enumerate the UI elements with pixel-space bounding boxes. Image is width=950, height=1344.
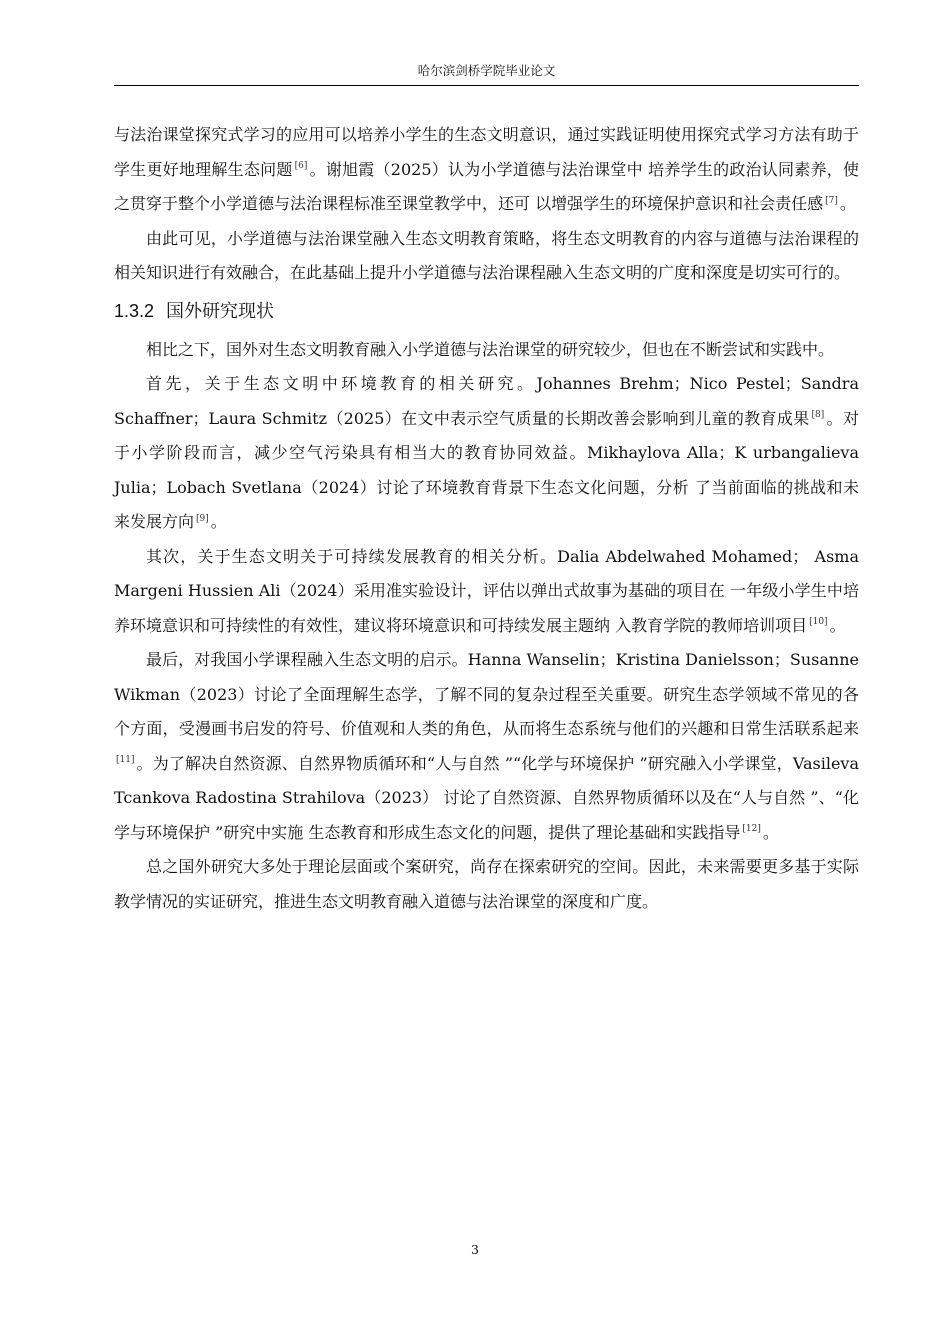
paragraph-continued: 与法治课堂探究式学习的应用可以培养小学生的生态文明意识，通过实践证明使用探究式学习方法有助于学生更好地理解生态问题 [6] 。谢旭霞（2025）认为小学道德与法治课堂中 培养学生的政治认同素养，使之贯穿于整个小学道德与法治课程标准至课堂教学中，还可 以增强学生的环境保护意识和社会责任感 [7] 。: [114, 125, 859, 213]
paragraph-first: 首先，关于生态文明中环境教育的相关研究。Johannes Brehm；Nico Pestel；Sandra Schaffner；Laura Schmitz（2025）在文中表示空气质量的长期改善会影响到儿童的教育成果 [8] 。对于小学阶段而言，减少空气污染具有相当大的教育协同效益。Mikhaylova Alla；K urbangalieva Julia；Lobach Svetlana（2024）讨论了环境教育背景下生态文化问题，分析 了当前面临的挑战和未来发展方向 [9] 。: [114, 374, 859, 531]
section-number: 1.3.2: [114, 300, 155, 321]
section-title: 国外研究现状: [166, 300, 275, 322]
body-text: [114, 118, 859, 919]
citation-11: [11]: [116, 755, 135, 766]
page-header: [114, 62, 859, 86]
header-title: 哈尔滨剑桥学院毕业论文: [417, 63, 556, 78]
page-footer: [0, 1242, 950, 1257]
citation-6: [6]: [294, 161, 308, 172]
citation-12: [12]: [742, 824, 761, 835]
page-number: 3: [471, 1242, 479, 1257]
citation-7: [7]: [825, 195, 838, 206]
section-heading: [114, 293, 859, 330]
citation-10: [10]: [809, 617, 828, 628]
paragraph-intro: 相比之下，国外对生态文明教育融入小学道德与法治课堂的研究较少，但也在不断尝试和实践中。: [146, 339, 835, 359]
paragraph-summary: 由此可见，小学道德与法治课堂融入生态文明教育策略，将生态文明教育的内容与道德与法治课程的相关知识进行有效融合，在此基础上提升小学道德与法治课程融入生态文明的广度和深度是切实可行的。: [114, 228, 859, 282]
paragraph-conclusion: 总之国外研究大多处于理论层面或个案研究，尚存在探索研究的空间。因此，未来需要更多基于实际教学情况的实证研究，推进生态文明教育融入道德与法治课堂的深度和广度。: [114, 857, 859, 911]
citation-8: [8]: [811, 410, 825, 421]
paragraph-last: 最后，对我国小学课程融入生态文明的启示。Hanna Wanselin；Kristina Danielsson；Susanne Wikman（2023）讨论了全面理解生态学，了解不同的复杂过程至关重要。研究生态学领域不常见的各个方面，受漫画书启发的符号、价值观和人类的角色，从而将生态系统与他们的兴趣和日常生活联系起来[11] 。为了解决自然资源、自然界物质循环和“人与自然 ”“化学与环境保护 ”研究融入小学课堂，Vasileva Tcankova Radostina Strahilova（2023） 讨论了自然资源、自然界物质循环以及在“人与自然 ”、“化学与环境保护 ”研究中实施 生态教育和形成生态文化的问题，提供了理论基础和实践指导 [12] 。: [114, 650, 859, 842]
citation-9: [9]: [196, 513, 209, 524]
paragraph-second: 其次，关于生态文明关于可持续发展教育的相关分析。Dalia Abdelwahed Mohamed； Asma Margeni Hussien Ali（2024）采用准实验设计，评估以弹出式故事为基础的项目在 一年级小学生中培养环境意识和可持续性的有效性，建议将环境意识和可持续发展主题纳 入教育学院的教师培训项目 [10] 。: [114, 546, 859, 635]
